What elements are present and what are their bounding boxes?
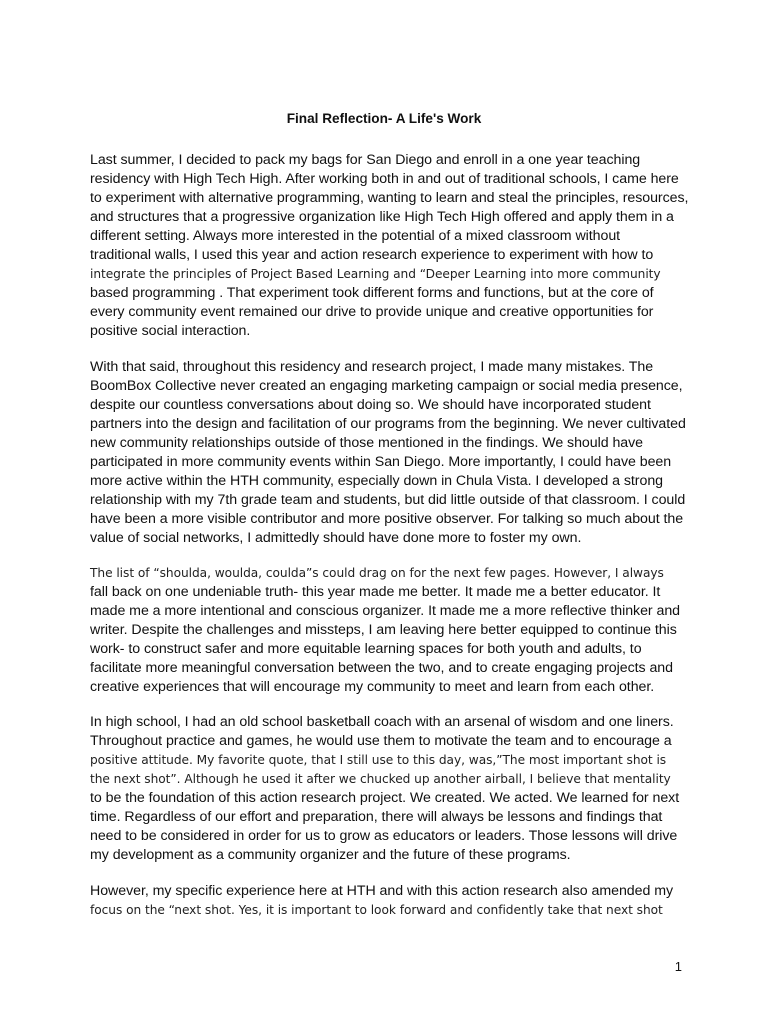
- text-line: new community relationships outside of those mentioned in the findings. We should have: [90, 435, 644, 451]
- text-line: The list of “shoulda, woulda, coulda”s could drag on for the next few pages. However, I always: [90, 566, 664, 580]
- text-line: BoomBox Collective never created an engaging marketing campaign or social media presence,: [90, 378, 683, 394]
- text-line: despite our countless conversations about doing so. We should have incorporated student: [90, 397, 651, 413]
- text-line: time. Regardless of our effort and preparation, there will always be lessons and findings that: [90, 809, 663, 825]
- text-line: Last summer, I decided to pack my bags for San Diego and enroll in a one year teaching: [90, 152, 641, 168]
- text-line: relationship with my 7th grade team and students, but did little outside of that classroom. I could: [90, 492, 686, 508]
- text-line: writer. Despite the challenges and missteps, I am leaving here better equipped to continue this: [90, 622, 677, 638]
- text-line: and structures that a progressive organization like High Tech High offered and apply them in a: [90, 209, 674, 225]
- text-line: to be the foundation of this action research project. We created. We acted. We learned for next: [90, 790, 680, 806]
- text-line: different setting. Always more interested in the potential of a mixed classroom without: [90, 228, 621, 244]
- text-line: every community event remained our drive to provide unique and creative opportunities for: [90, 304, 654, 320]
- text-line: creative experiences that will encourage my community to meet and learn from each other.: [90, 679, 655, 695]
- text-line: partners into the design and facilitation of our programs from the beginning. We never cultivated: [90, 416, 686, 432]
- text-line: have been a more visible contributor and more positive observer. For talking so much about the: [90, 511, 684, 527]
- text-line: value of social networks, I admittedly should have done more to foster my own.: [90, 530, 582, 546]
- text-line: my development as a community organizer and the future of these programs.: [90, 847, 571, 863]
- text-line: In high school, I had an old school basketball coach with an arsenal of wisdom and one liners.: [90, 714, 674, 730]
- text-line: made me a more intentional and conscious organizer. It made me a more reflective thinker and: [90, 603, 681, 619]
- text-line: residency with High Tech High. After working both in and out of traditional schools, I came here: [90, 171, 679, 187]
- text-line: However, my specific experience here at HTH and with this action research also amended my: [90, 883, 674, 899]
- document-title: Final Reflection- A Life's Work: [286, 111, 482, 126]
- text-line: participated in more community events within San Diego. More importantly, I could have been: [90, 454, 672, 470]
- text-line: facilitate more meaningful conversation between the two, and to create engaging projects and: [90, 660, 673, 676]
- text-line: With that said, throughout this residency and research project, I made many mistakes. The: [90, 359, 654, 375]
- text-line: positive social interaction.: [90, 323, 251, 339]
- text-line: to experiment with alternative programming, wanting to learn and steal the principles, resources,: [90, 190, 689, 206]
- text-line: the next shot”. Although he used it after we chucked up another airball, I believe that mentality: [90, 772, 671, 786]
- text-line: positive attitude. My favorite quote, that I still use to this day, was,”The most important shot is: [90, 753, 667, 767]
- text-line: focus on the “next shot. Yes, it is important to look forward and confidently take that next shot: [90, 903, 663, 917]
- text-line: traditional walls, I used this year and action research experience to experiment with how to: [90, 247, 654, 263]
- text-line: work- to construct safer and more equitable learning spaces for both youth and adults, to: [90, 641, 642, 657]
- page-number: 1: [674, 959, 682, 974]
- text-line: more active within the HTH community, especially down in Chula Vista. I developed a strong: [90, 473, 663, 489]
- text-line: fall back on one undeniable truth- this year made me better. It made me a better educator. It: [90, 584, 661, 600]
- text-line: based programming . That experiment took different forms and functions, but at the core of: [90, 285, 654, 301]
- text-line: need to be considered in order for us to grow as educators or leaders. Those lessons will drive: [90, 828, 678, 844]
- text-line: Throughout practice and games, he would use them to motivate the team and to encourage a: [90, 733, 672, 749]
- text-line: integrate the principles of Project Based Learning and “Deeper Learning into more community: [90, 267, 661, 281]
